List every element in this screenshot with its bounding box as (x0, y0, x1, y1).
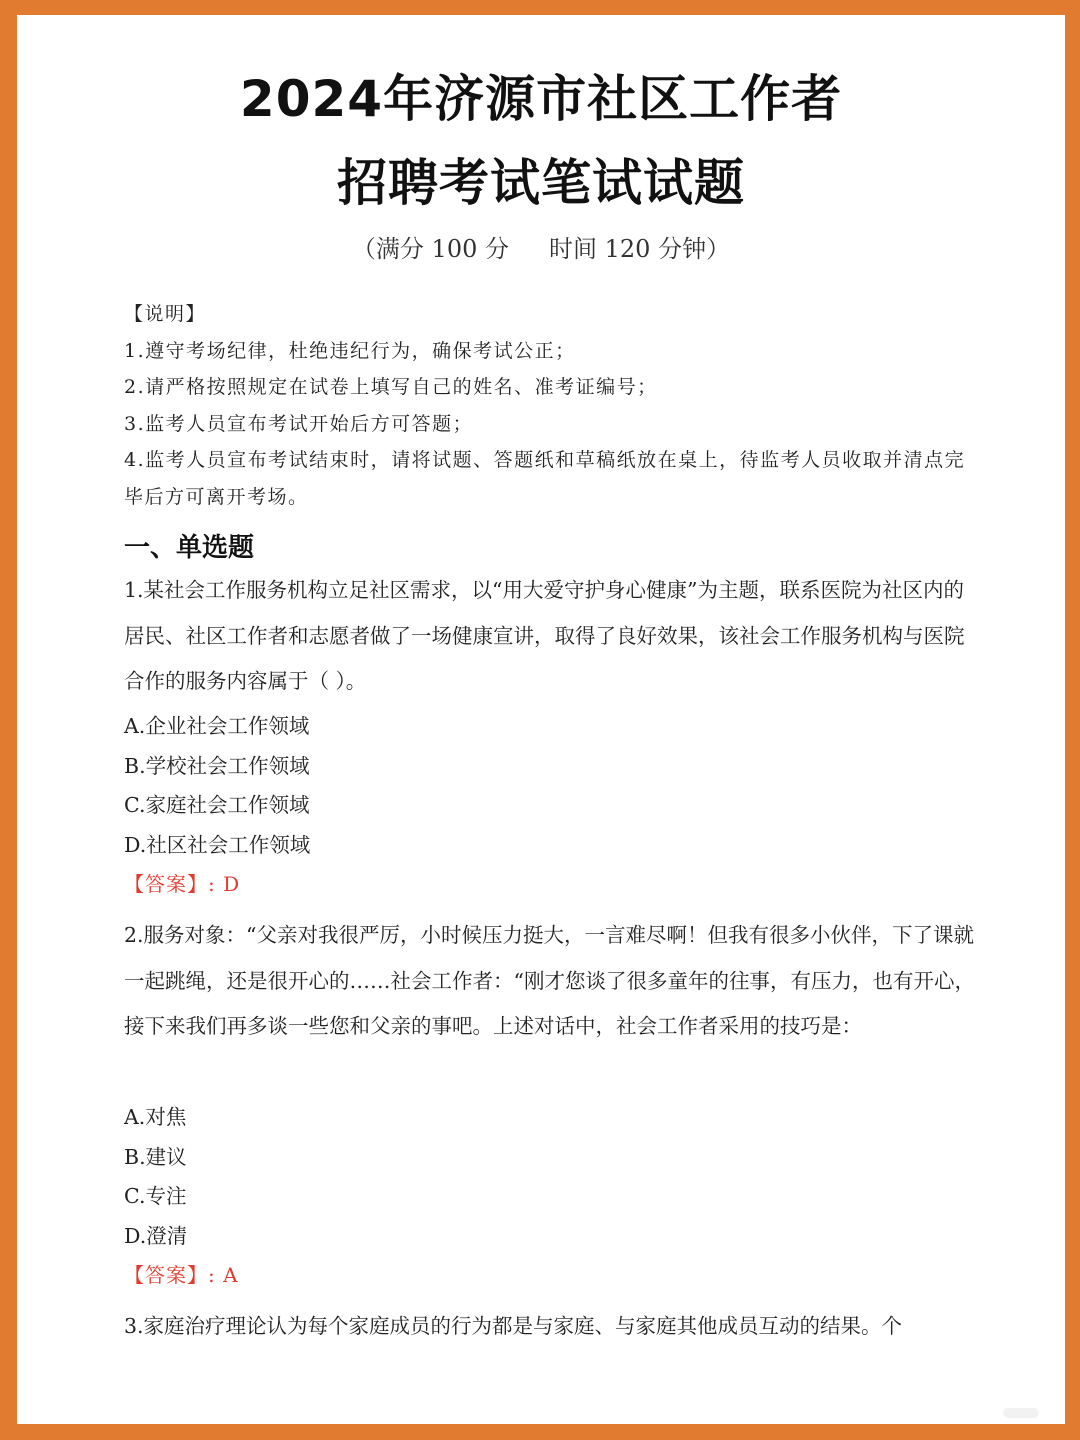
instruction-item: 1.遵守考场纪律，杜绝违纪行为，确保考试公正； (124, 339, 576, 362)
instruction-item: 2.请严格按照规定在试卷上填写自己的姓名、准考证编号； (124, 376, 658, 398)
question-2-option-c: C.专注 (124, 1184, 187, 1208)
score-note: （满分 100 分 (351, 235, 509, 263)
title-line-2: 招聘考试笔试试题 (337, 154, 745, 212)
question-stem-2: 2.服务对象：“父亲对我很严厉，小时候压力挺大，一言难尽啊！但我有很多小伙伴，下了课就一起跳绳，还是很开心的……社会工作者：“刚才您谈了很多童年的往事，有压力，也有开心，接下来我们再多谈一些您和父亲的事吧。上述对话中，社会工作者采用的技巧是： (124, 923, 975, 1038)
question-stem-1: 1.某社会工作服务机构立足社区需求，以“用大爱守护身心健康”为主题，联系医院为社区内的居民、社区工作者和志愿者做了一场健康宣讲，取得了良好效果，该社会工作服务机构与医院合作的服务内容属于（ ）。 (124, 578, 965, 693)
time-note: 时间 120 分钟） (549, 235, 731, 263)
exam-sheet (17, 15, 1065, 1424)
question-1-option-b: B.学校社会工作领域 (124, 754, 310, 778)
instructions (124, 296, 984, 515)
section-title: 一、单选题 (124, 533, 255, 563)
question-1-option-c: C.家庭社会工作领域 (124, 793, 310, 817)
instruction-item: 4.监考人员宣布考试结束时，请将试题、答题纸和草稿纸放在桌上，待监考人员收取并清点完毕后方可离开考场。 (124, 449, 966, 508)
question-stem-3: 3.家庭治疗理论认为每个家庭成员的行为都是与家庭、与家庭其他成员互动的结果。个 (124, 1314, 903, 1338)
question-2-option-d: D.澄清 (124, 1224, 188, 1248)
exam-meta (17, 229, 1065, 264)
answer-label: 【答案】: (124, 1263, 216, 1287)
question-1-answer (124, 869, 240, 899)
title-line-1: 2024年济源市社区工作者 (239, 70, 843, 128)
instructions-heading: 【说明】 (124, 303, 207, 325)
watermark-mark (1003, 1408, 1039, 1418)
question-1-option-d: D.社区社会工作领域 (124, 833, 311, 857)
answer-label: 【答案】: (124, 872, 216, 896)
question-2-option-b: B.建议 (124, 1145, 187, 1169)
answer-value: D (223, 872, 241, 896)
question-2-option-a: A.对焦 (124, 1105, 187, 1129)
question-2-answer (124, 1260, 239, 1290)
answer-value: A (223, 1263, 239, 1287)
question-1-option-a: A.企业社会工作领域 (124, 714, 310, 738)
instruction-item: 3.监考人员宣布考试开始后方可答题； (124, 412, 474, 435)
